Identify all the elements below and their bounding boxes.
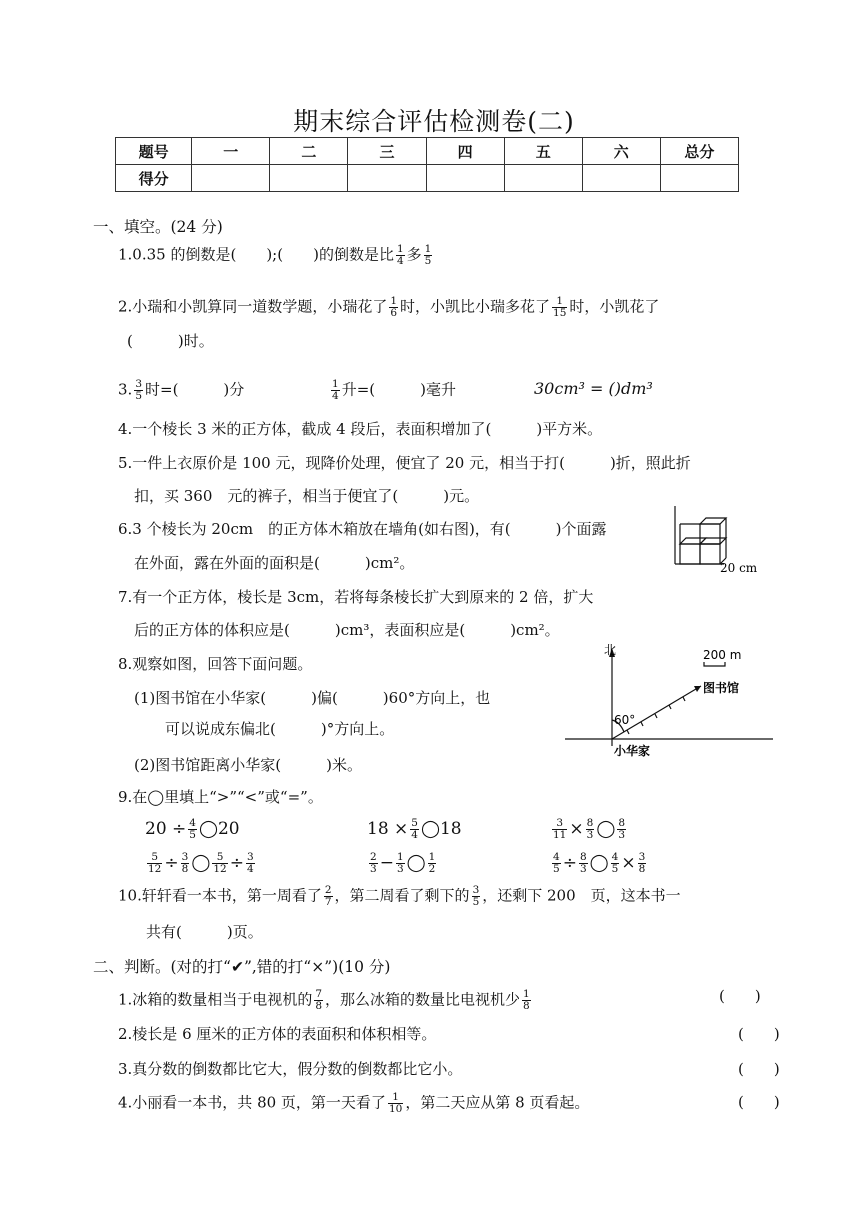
score-cell[interactable] <box>582 165 660 192</box>
table-cell: 三 <box>348 138 426 165</box>
table-cell: 四 <box>426 138 504 165</box>
compare-row2-b: $\frac{2}{3}$ − $\frac{1}{3}$ ◯ $\frac{1}{2}$ <box>370 851 436 875</box>
direction-map-figure <box>563 644 778 762</box>
judge-4: 4.小丽看一本书，共 80 页，第一天看了 $\frac{1}{10}$ ，第二天应从第 8 页看起。 <box>118 1091 590 1115</box>
question-7: 7.有一个正方体，棱长是 3cm，若将每条棱长扩大到原来的 2 倍，扩大 <box>118 588 594 606</box>
table-cell: 得分 <box>116 165 192 192</box>
judge-2: 2.棱长是 6 厘米的正方体的表面积和体积相等。 <box>118 1025 437 1043</box>
question-1 <box>118 244 434 267</box>
answer-paren[interactable]: ( ) <box>738 1025 780 1043</box>
compare-row1-c: $\frac{3}{11}$ × $\frac{8}{3}$ ◯ $\frac{8}{3}$ <box>553 817 626 841</box>
question-2 <box>118 296 659 319</box>
text: 时，小凯花了 <box>569 297 660 316</box>
table-cell: 五 <box>504 138 582 165</box>
text: 1.0.35 的倒数是( );( )的倒数是比 <box>118 245 394 264</box>
section-2-heading: 二、判断。(对的打“✔”,错的打“×”)(10 分) <box>93 958 391 976</box>
table-cell: 题号 <box>116 138 192 165</box>
question-5-line2: 扣，买 360 元的裤子，相当于便宜了( )元。 <box>134 487 480 505</box>
text: 2.小瑞和小凯算同一道数学题，小瑞花了 <box>118 297 388 316</box>
question-8: 8.观察如图，回答下面问题。 <box>118 655 313 673</box>
cube-stack-figure <box>672 504 768 574</box>
table-cell: 一 <box>192 138 270 165</box>
scale-label: 200 m <box>703 648 742 662</box>
answer-paren[interactable]: ( ) <box>738 1060 780 1078</box>
question-10: 10.轩轩看一本书，第一周看了 $\frac{2}{7}$ ，第二周看了剩下的 $\frac{3}{5}$ ，还剩下 200 页，这本书一 <box>118 884 681 908</box>
north-label: 北 <box>604 644 617 657</box>
score-cell[interactable] <box>660 165 738 192</box>
question-10-line2: 共有( )页。 <box>146 923 263 941</box>
fraction: $\frac{3}{5}$ <box>135 378 142 402</box>
question-3c: 30cm³ = ()dm³ <box>534 379 653 398</box>
table-cell: 六 <box>582 138 660 165</box>
score-table-header-row <box>116 138 739 165</box>
text: 多 <box>406 245 422 264</box>
score-cell[interactable] <box>504 165 582 192</box>
text: 时，小凯比小瑞多花了 <box>400 297 551 316</box>
cube-size-label: 20 cm <box>720 561 758 574</box>
angle-label: 60° <box>614 713 636 727</box>
score-table-score-row <box>116 165 739 192</box>
score-cell[interactable] <box>270 165 348 192</box>
question-8-part1-line2: 可以说成东偏北( )°方向上。 <box>165 720 395 738</box>
question-6-line2: 在外面，露在外面的面积是( )cm²。 <box>134 554 415 572</box>
compare-row1-b: 18 × $\frac{5}{4}$ ◯18 <box>367 817 462 841</box>
score-table <box>115 137 739 192</box>
score-cell[interactable] <box>348 165 426 192</box>
fraction: $\frac{1}{4}$ <box>396 243 404 267</box>
compare-row1-a: 20 ÷ $\frac{4}{5}$ ◯20 <box>145 817 240 841</box>
question-3b: $\frac{1}{4}$ 升=( )毫升 <box>332 378 456 402</box>
question-2-line2: ( )时。 <box>127 332 214 350</box>
question-7-line2: 后的正方体的体积应是( )cm³，表面积应是( )cm²。 <box>134 621 560 639</box>
question-5: 5.一件上衣原价是 100 元，现降价处理，便宜了 20 元，相当于打( )折，照此折 <box>118 454 691 472</box>
compare-row2-a: $\frac{5}{12}$ ÷ $\frac{3}{8}$ ◯ $\frac{5}{12}$ ÷ $\frac{3}{4}$ <box>148 851 254 875</box>
answer-paren[interactable]: ( ) <box>738 1093 780 1111</box>
fraction: $\frac{1}{15}$ <box>553 295 567 319</box>
fraction: $\frac{1}{6}$ <box>390 295 398 319</box>
score-cell[interactable] <box>426 165 504 192</box>
question-9: 9.在◯里填上“>”“<”或“=”。 <box>118 788 323 806</box>
table-cell: 二 <box>270 138 348 165</box>
question-3: 3. $\frac{3}{5}$ 时=( )分 <box>118 378 245 402</box>
section-1-heading: 一、填空。(24 分) <box>93 218 223 236</box>
score-cell[interactable] <box>192 165 270 192</box>
question-4: 4.一个棱长 3 米的正方体，截成 4 段后，表面积增加了( )平方米。 <box>118 420 603 438</box>
library-label: 图书馆 <box>703 681 740 695</box>
question-8-part1: (1)图书馆在小华家( )偏( )60°方向上，也 <box>134 689 491 707</box>
compare-row2-c: $\frac{4}{5}$ ÷ $\frac{8}{3}$ ◯ $\frac{4}{5}$ × $\frac{3}{8}$ <box>553 851 646 875</box>
answer-paren[interactable]: ( ) <box>719 987 761 1005</box>
fraction: $\frac{1}{5}$ <box>424 243 432 267</box>
table-cell: 总分 <box>660 138 738 165</box>
question-8-part2: (2)图书馆距离小华家( )米。 <box>134 756 362 774</box>
judge-3: 3.真分数的倒数都比它大，假分数的倒数都比它小。 <box>118 1060 463 1078</box>
judge-1: 1.冰箱的数量相当于电视机的 $\frac{7}{8}$ ，那么冰箱的数量比电视机少 $\frac{1}{8}$ <box>118 988 530 1012</box>
page-title: 期末综合评估检测卷(二) <box>293 107 575 136</box>
question-6: 6.3 个棱长为 20cm 的正方体木箱放在墙角(如右图)，有( )个面露 <box>118 520 607 538</box>
fraction: $\frac{1}{4}$ <box>332 378 339 402</box>
home-label: 小华家 <box>614 744 651 758</box>
